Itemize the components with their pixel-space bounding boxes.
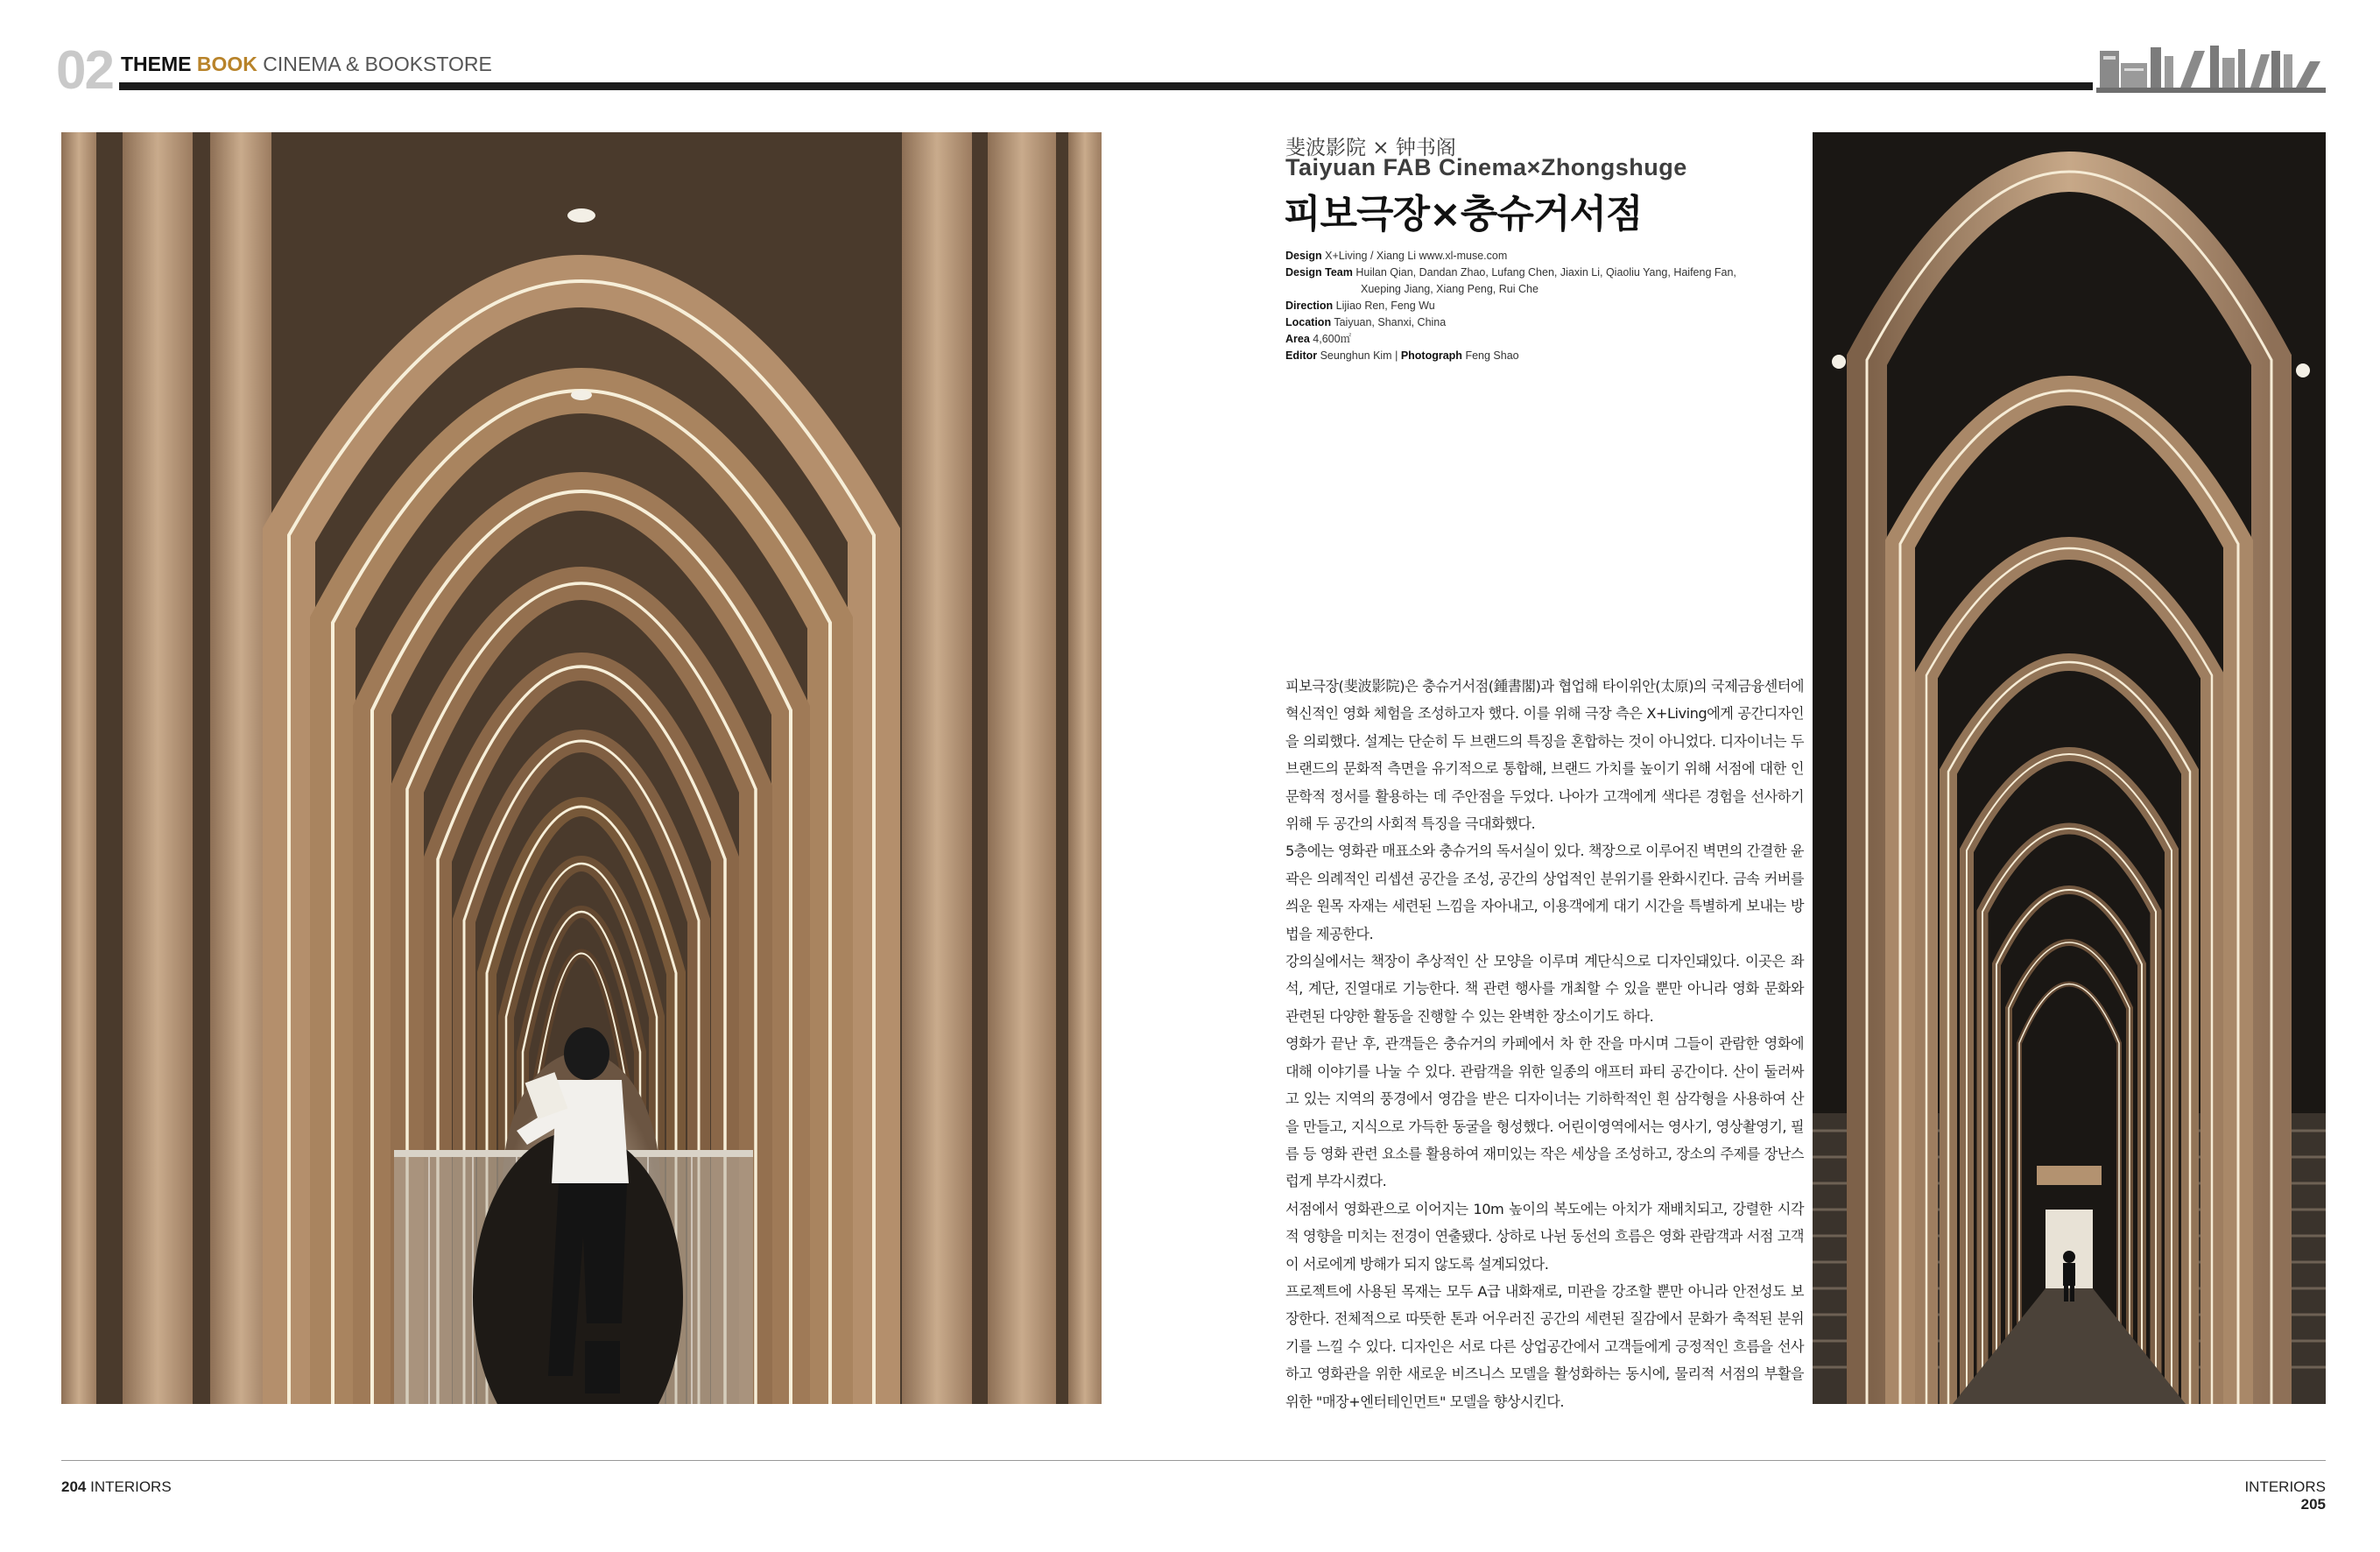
article-body [1285,673,1804,1415]
footer-rule [61,1460,2326,1461]
credit-design: Design X+Living / Xiang Li www.xl-muse.com [1285,250,1508,262]
photo-arch-corridor-walker [1813,132,2326,1404]
page-number-right: 205 [2300,1496,2326,1513]
credit-editor-photo: Editor Seunghun Kim | Photograph Feng Shao [1285,349,1519,362]
folio-left [61,1478,172,1496]
body-paragraph: 피보극장(斐波影院)은 충슈거서점(鍾書閣)과 협업해 타이위안(太原)의 국제금융센터에 혁신적인 영화 체험을 조성하고자 했다. 이를 위해 극장 측은 X+Living에게 공간디자인을 의뢰했다. 설계는 단순히 두 브랜드의 특징을 혼합하는 것이 아니었다. 디자이너는 두 브랜드의 문화적 측면을 유기적으로 통합해, 브랜드 가치를 높이기 위해 서점에 대한 인문학적 정서를 활용하는 데 주안점을 두었다. 나아가 고객에게 색다른 경험을 선사하기 위해 두 공간의 사회적 특징을 극대화했다. [1285,678,1804,833]
body-paragraph: 프로젝트에 사용된 목재는 모두 A급 내화재로, 미관을 강조할 뿐만 아니라 안전성도 보장한다. 전체적으로 따뜻한 톤과 어우러진 공간의 세련된 질감에서 문화가 축적된 분위기를 느낄 수 있다. 디자인은 서로 다른 상업공간에서 고객들에게 긍정적인 흐름을 선사하고 영화관을 위한 새로운 비즈니스 모델을 활성화하는 동시에, 물리적 서점의 부활을 위한 "매장+엔터테인먼트" 모델을 향상시킨다. [1285,1282,1804,1410]
books-shelf-icon [2096,42,2326,93]
magazine-name-left: INTERIORS [90,1478,172,1495]
section-number: 02 [56,40,113,101]
body-paragraph: 서점에서 영화관으로 이어지는 10m 높이의 복도에는 아치가 재배치되고, 강렬한 시각적 영향을 미치는 전경이 연출됐다. 상하로 나뉜 동선의 흐름은 영화 관람객과 서점 고객이 서로에게 방해가 되지 않도록 설계되었다. [1285,1200,1804,1273]
folio-right [2224,1478,2326,1513]
theme-topic: BOOK [196,53,257,75]
credit-direction: Direction Lijiao Ren, Feng Wu [1285,300,1435,312]
page-number-left: 204 [61,1478,87,1495]
theme-label [121,54,492,74]
theme-word: THEME [121,53,192,75]
magazine-name-right: INTERIORS [2244,1478,2326,1495]
header-rule [119,82,2093,90]
credit-location: Location Taiyuan, Shanxi, China [1285,316,1447,328]
photo-arch-corridor-reader [61,132,1102,1404]
body-paragraph: 영화가 끝난 후, 관객들은 충슈거의 카페에서 차 한 잔을 마시며 그들이 관람한 영화에 대해 이야기를 나눌 수 있다. 관람객을 위한 일종의 애프터 파티 공간이다. 산이 둘러싸고 있는 지역의 풍경에서 영감을 받은 디자이너는 기하학적인 흰 삼각형을 사용하여 산을 만들고, 지식으로 가득한 동굴을 형성했다. 어린이영역에서는 영사기, 영상촬영기, 필름 등 영화 관련 요소를 활용하여 재미있는 작은 세상을 조성하고, 장소의 주제를 장난스럽게 부각시켰다. [1285,1035,1804,1190]
credit-design-team-cont: Xueping Jiang, Xiang Peng, Rui Che [1361,283,1539,295]
body-paragraph: 강의실에서는 책장이 추상적인 산 모양을 이루며 계단식으로 디자인돼있다. 이곳은 좌석, 계단, 진열대로 기능한다. 책 관련 행사를 개최할 수 있을 뿐만 아니라 영화 문화와 관련된 다양한 활동을 진행할 수 있는 완벽한 장소이기도 하다. [1285,953,1804,1025]
credit-design-team: Design Team Huilan Qian, Dandan Zhao, Lufang Chen, Jiaxin Li, Qiaoliu Yang, Haifeng Fan, [1285,266,1736,279]
subtitle-english: Taiyuan FAB Cinema×Zhongshuge [1285,154,1687,180]
theme-rest: CINEMA & BOOKSTORE [263,53,492,75]
credits-block [1285,248,1776,364]
credit-area: Area 4,600㎡ [1285,333,1352,345]
subtitle-chinese: 斐波影院 × 钟书阁 [1285,137,1456,159]
article-title: 피보극장×충슈거서점 [1284,192,1643,236]
body-paragraph: 5층에는 영화관 매표소와 충슈거의 독서실이 있다. 책장으로 이루어진 벽면의 간결한 윤곽은 의례적인 리셉션 공간을 조성, 공간의 상업적인 분위기를 완화시킨다. 금속 커버를 씌운 원목 자재는 세련된 느낌을 자아내고, 이용객에게 대기 시간을 특별하게 보내는 방법을 제공한다. [1285,843,1804,942]
